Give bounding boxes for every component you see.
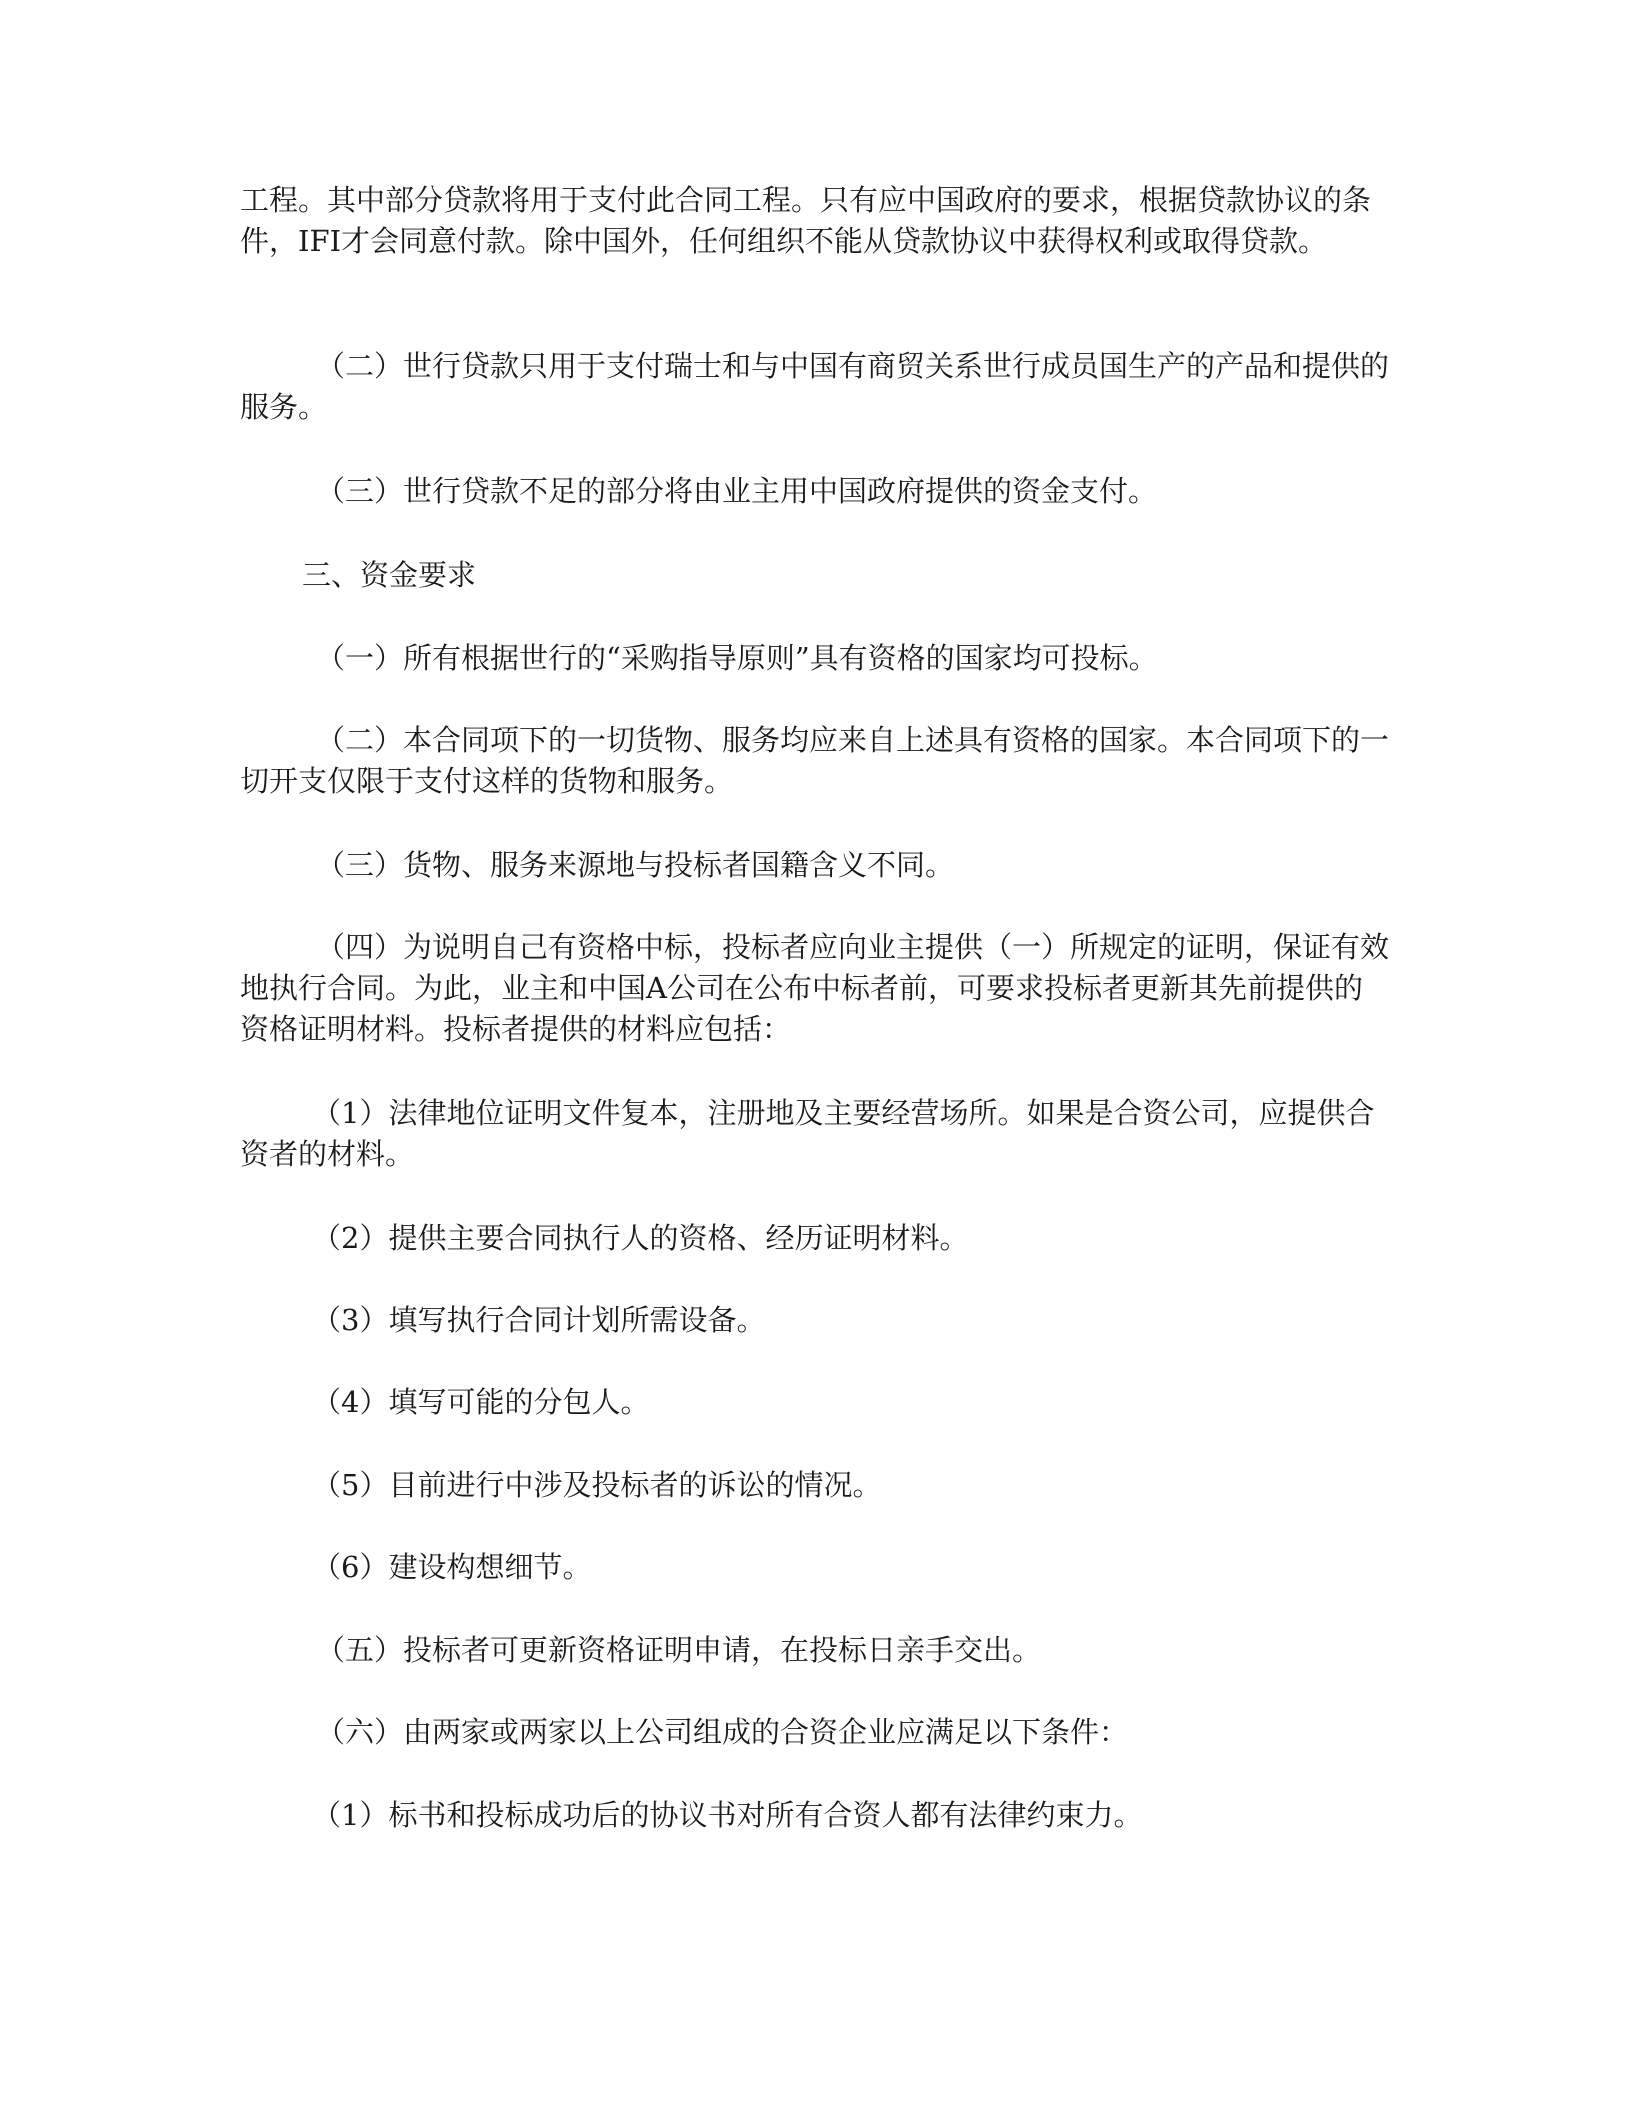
paragraph-loan-usage: （二）世行贷款只用于支付瑞士和与中国有商贸关系世行成员国生产的产品和提供的服务。 bbox=[240, 349, 1390, 424]
list-item-key-personnel: （2）提供主要合同执行人的资格、经历证明材料。 bbox=[312, 1221, 969, 1255]
paragraph-goods-services-origin: （二）本合同项下的一切货物、服务均应来自上述具有资格的国家。本合同项下的一切开支仅限于支付这样的货物和服务。 bbox=[240, 723, 1390, 798]
list-item-legal-status: （1）法律地位证明文件复本，注册地及主要经营场所。如果是合资公司，应提供合资者的材料。 bbox=[240, 1096, 1375, 1171]
list-item-subcontractors: （4）填写可能的分包人。 bbox=[312, 1385, 650, 1419]
section-heading-funding-requirements: 三、资金要求 bbox=[302, 558, 477, 592]
list-item-equipment: （3）填写执行合同计划所需设备。 bbox=[312, 1303, 766, 1337]
list-item-litigation: （5）目前进行中涉及投标者的诉讼的情况。 bbox=[312, 1468, 882, 1502]
paragraph-joint-venture-conditions: （六）由两家或两家以上公司组成的合资企业应满足以下条件： bbox=[316, 1715, 1129, 1749]
list-item-construction-plan: （6）建设构想细节。 bbox=[312, 1550, 592, 1584]
paragraph-qualification-evidence: （四）为说明自己有资格中标，投标者应向业主提供（一）所规定的证明，保证有效地执行合同。为此，业主和中国A公司在公布中标者前，可要求投标者更新其先前提供的资格证明材料。投标者提供的材料应包括： bbox=[240, 930, 1390, 1046]
paragraph-loan-shortfall: （三）世行贷款不足的部分将由业主用中国政府提供的资金支付。 bbox=[316, 474, 1158, 508]
paragraph-loan-continuation: 工程。其中部分贷款将用于支付此合同工程。只有应中国政府的要求，根据贷款协议的条件，IFI才会同意付款。除中国外，任何组织不能从贷款协议中获得权利或取得贷款。 bbox=[240, 183, 1372, 258]
paragraph-eligible-countries: （一）所有根据世行的“采购指导原则”具有资格的国家均可投标。 bbox=[316, 641, 1158, 675]
paragraph-update-application: （五）投标者可更新资格证明申请，在投标日亲手交出。 bbox=[316, 1633, 1042, 1667]
paragraph-origin-vs-nationality: （三）货物、服务来源地与投标者国籍含义不同。 bbox=[316, 848, 955, 882]
list-item-binding-agreement: （1）标书和投标成功后的协议书对所有合资人都有法律约束力。 bbox=[312, 1798, 1143, 1832]
